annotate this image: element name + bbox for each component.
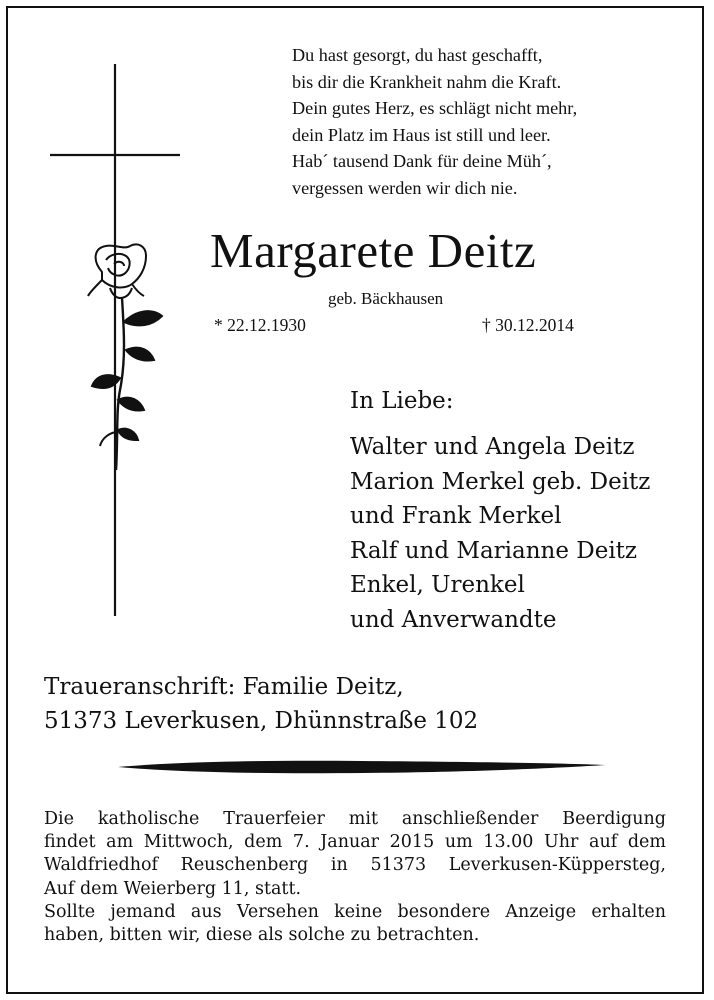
mourner-line: Ralf und Marianne Deitz: [350, 537, 638, 564]
rose-icon: [88, 244, 162, 470]
birth-name: geb. Bäckhausen: [328, 289, 444, 308]
mourner-line: Enkel, Urenkel: [350, 572, 525, 599]
poem-line: vergessen werden wir dich nie.: [292, 177, 518, 198]
death-date: † 30.12.2014: [482, 315, 574, 335]
mourner-line: Marion Merkel geb. Deitz: [350, 468, 651, 495]
notice-line: haben, bitten wir, diese als solche zu betrachten.: [44, 925, 480, 946]
mourner-line: Walter und Angela Deitz: [350, 434, 635, 460]
poem-line: Dein gutes Herz, es schlägt nicht mehr,: [292, 98, 578, 118]
poem-line: bis dir die Krankheit nahm die Kraft.: [292, 71, 562, 92]
brush-divider: [116, 756, 608, 778]
mourners-list: [350, 430, 650, 638]
notice-line: findet am Mittwoch, dem 7. Januar 2015 um 13.00 Uhr auf dem: [44, 832, 666, 853]
mourner-line: und Frank Merkel: [350, 503, 562, 530]
notice-line: Auf dem Weierberg 11, statt.: [44, 878, 302, 899]
poem-line: dein Platz im Haus ist still und leer.: [292, 124, 551, 145]
poem-line: Hab´ tausend Dank für deine Müh´,: [292, 151, 552, 171]
mourning-address: [44, 670, 478, 738]
cross-and-rose-icon: [40, 60, 200, 620]
address-line: 51373 Leverkusen, Dhünnstraße 102: [44, 708, 479, 734]
mourners-intro: In Liebe:: [350, 388, 454, 414]
birth-date: * 22.12.1930: [214, 315, 306, 335]
notice-line: Die katholische Trauerfeier mit anschließender Beerdigung: [44, 809, 666, 829]
notice-line: Waldfriedhof Reuschenberg in 51373 Leverkusen-Küppersteg,: [44, 855, 666, 876]
notice-line: Sollte jemand aus Versehen keine besondere Anzeige erhalten: [44, 901, 666, 922]
funeral-notice: [44, 808, 666, 947]
poem-line: Du hast gesorgt, du hast geschafft,: [292, 45, 543, 65]
deceased-name: Margarete Deitz: [210, 223, 537, 278]
poem: [292, 42, 577, 201]
mourner-line: und Anverwandte: [350, 606, 557, 633]
address-line: Traueranschrift: Familie Deitz,: [44, 674, 404, 700]
